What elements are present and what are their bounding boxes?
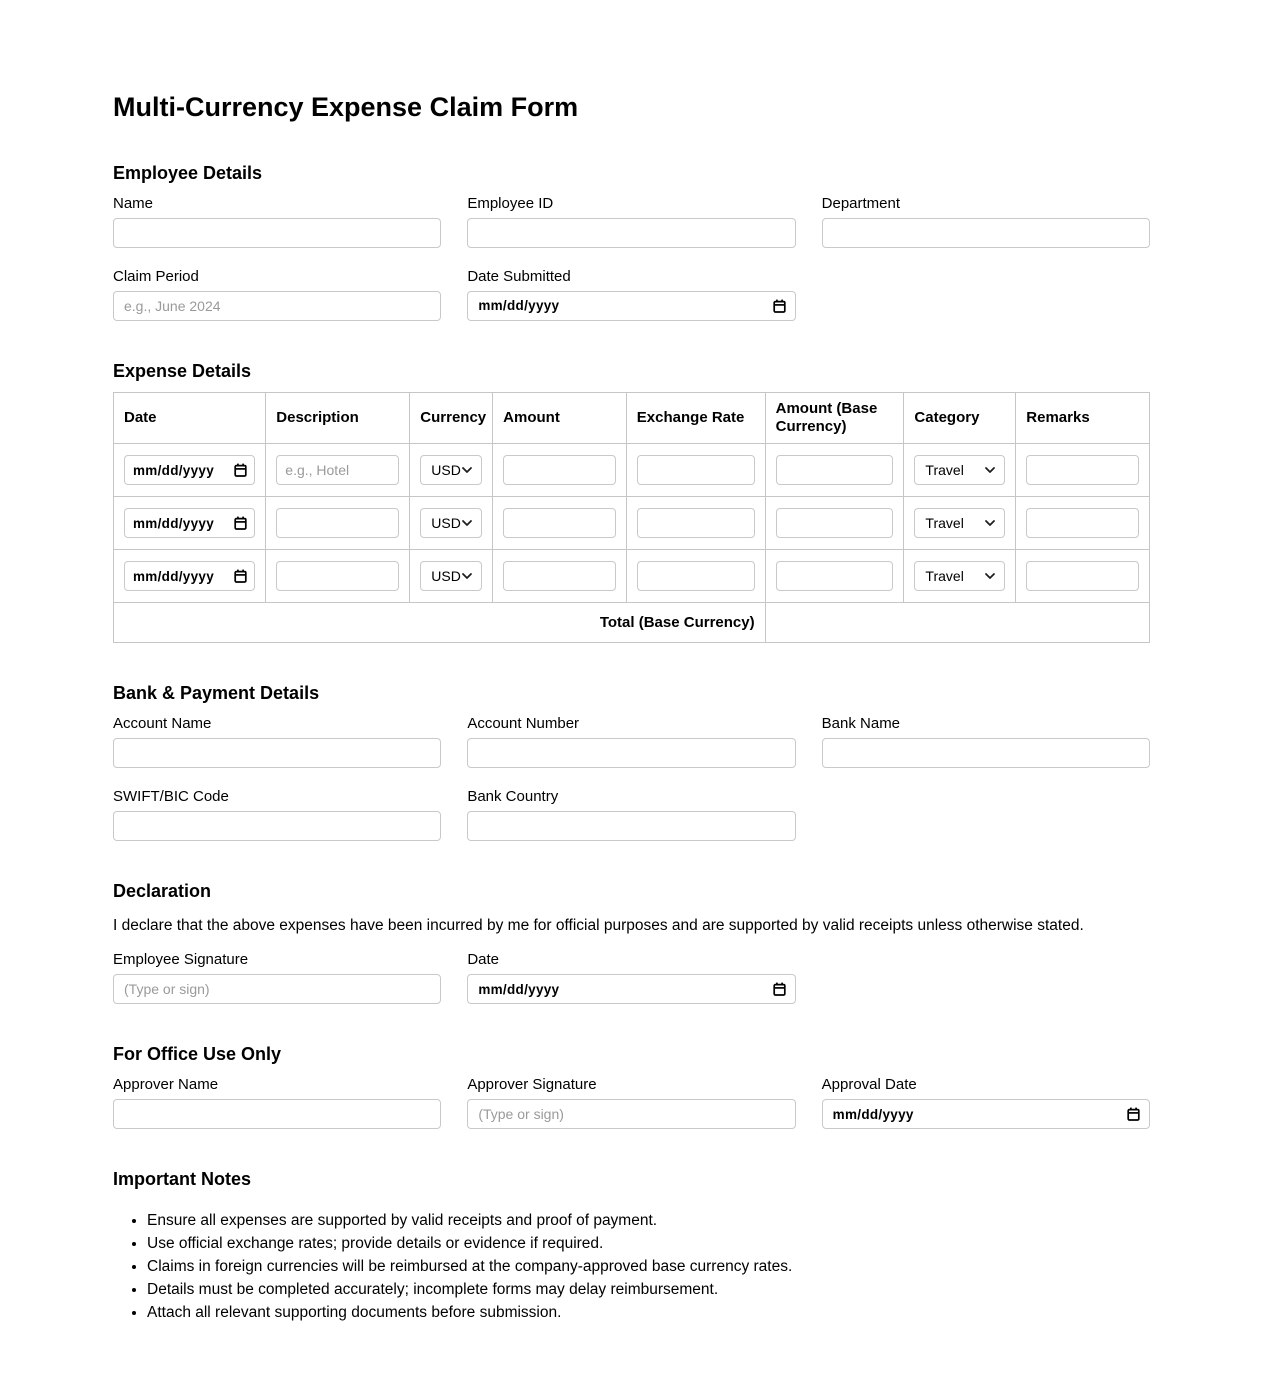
calendar-icon[interactable] bbox=[1127, 1107, 1140, 1121]
bank-country-label: Bank Country bbox=[467, 787, 559, 805]
col-header-currency: Currency bbox=[410, 393, 493, 444]
col-header-description: Description bbox=[266, 393, 410, 444]
field-approver-signature bbox=[467, 1076, 795, 1129]
field-declaration-date bbox=[467, 951, 795, 1004]
total-base-currency-value bbox=[765, 603, 1149, 643]
col-header-remarks: Remarks bbox=[1016, 393, 1150, 444]
expense-description-input-1[interactable] bbox=[276, 455, 399, 485]
declaration-heading: Declaration bbox=[113, 880, 212, 901]
expense-details-heading: Expense Details bbox=[113, 360, 252, 381]
expense-remarks-input-3[interactable] bbox=[1026, 561, 1139, 591]
expense-amount-base-input-2[interactable] bbox=[776, 508, 894, 538]
expense-category-select-3[interactable] bbox=[914, 561, 1005, 591]
expense-exchange-rate-input-1[interactable] bbox=[637, 455, 755, 485]
expense-row-3 bbox=[114, 550, 1150, 603]
expense-currency-select-2[interactable] bbox=[420, 508, 482, 538]
expense-table-header-row bbox=[114, 393, 1150, 444]
field-account-number bbox=[467, 715, 795, 768]
col-header-category: Category bbox=[904, 393, 1016, 444]
date-submitted-input[interactable] bbox=[467, 291, 795, 321]
account-name-input[interactable] bbox=[113, 738, 441, 768]
field-swift-bic bbox=[113, 788, 441, 841]
field-employee-signature bbox=[113, 951, 441, 1004]
field-date-submitted bbox=[467, 268, 795, 321]
page-title: Multi-Currency Expense Claim Form bbox=[113, 92, 579, 122]
chevron-down-icon bbox=[985, 467, 995, 473]
expense-description-input-2[interactable] bbox=[276, 508, 399, 538]
declaration-date-input[interactable] bbox=[467, 974, 795, 1004]
field-approval-date bbox=[822, 1076, 1150, 1129]
currency-value: USD bbox=[431, 568, 461, 585]
approver-signature-input[interactable] bbox=[467, 1099, 795, 1129]
note-item: • Details must be completed accurately; incomplete forms may delay reimbursement. bbox=[147, 1278, 1150, 1301]
expense-total-row bbox=[114, 603, 1150, 643]
declaration-grid bbox=[113, 951, 1150, 1004]
expense-currency-select-3[interactable] bbox=[420, 561, 482, 591]
section-bank-details bbox=[113, 683, 1150, 841]
col-header-amount: Amount bbox=[493, 393, 627, 444]
account-number-input[interactable] bbox=[467, 738, 795, 768]
expense-category-select-2[interactable] bbox=[914, 508, 1005, 538]
expense-remarks-input-1[interactable] bbox=[1026, 455, 1139, 485]
field-bank-name bbox=[822, 715, 1150, 768]
declaration-text: I declare that the above expenses have been incurred by me for official purposes and are supported by valid receipts unless otherwise stated. bbox=[113, 917, 1084, 935]
employee-details-grid bbox=[113, 195, 1150, 321]
chevron-down-icon bbox=[462, 467, 472, 473]
calendar-icon[interactable] bbox=[773, 982, 786, 996]
col-header-amount-base: Amount (Base Currency) bbox=[765, 393, 904, 444]
expense-amount-base-input-1[interactable] bbox=[776, 455, 894, 485]
date-value: mm/dd/yyyy bbox=[133, 515, 215, 531]
account-name-label: Account Name bbox=[113, 714, 212, 732]
claim-period-input[interactable] bbox=[113, 291, 441, 321]
field-account-name bbox=[113, 715, 441, 768]
expense-description-input-3[interactable] bbox=[276, 561, 399, 591]
expense-amount-base-input-3[interactable] bbox=[776, 561, 894, 591]
important-notes-heading: Important Notes bbox=[113, 1169, 252, 1190]
field-department bbox=[822, 195, 1150, 248]
expense-exchange-rate-input-2[interactable] bbox=[637, 508, 755, 538]
declaration-date-label: Date bbox=[467, 951, 500, 969]
note-item: • Claims in foreign currencies will be reimbursed at the company-approved base currency rates. bbox=[147, 1255, 1150, 1278]
section-expense-details bbox=[113, 361, 1150, 644]
currency-value: USD bbox=[431, 515, 461, 532]
section-declaration bbox=[113, 881, 1150, 1005]
expense-remarks-input-2[interactable] bbox=[1026, 508, 1139, 538]
expense-exchange-rate-input-3[interactable] bbox=[637, 561, 755, 591]
calendar-icon[interactable] bbox=[234, 569, 247, 583]
name-input[interactable] bbox=[113, 218, 441, 248]
expense-amount-input-3[interactable] bbox=[503, 561, 616, 591]
employee-id-input[interactable] bbox=[467, 218, 795, 248]
date-value: mm/dd/yyyy bbox=[832, 1106, 914, 1122]
important-notes-list bbox=[113, 1209, 1150, 1324]
approver-signature-label: Approver Signature bbox=[467, 1076, 597, 1094]
calendar-icon[interactable] bbox=[234, 463, 247, 477]
expense-amount-input-1[interactable] bbox=[503, 455, 616, 485]
date-value: mm/dd/yyyy bbox=[133, 462, 215, 478]
field-name bbox=[113, 195, 441, 248]
name-label: Name bbox=[113, 194, 154, 212]
date-value: mm/dd/yyyy bbox=[478, 981, 560, 997]
bank-details-heading: Bank & Payment Details bbox=[113, 683, 320, 704]
expense-row-2 bbox=[114, 497, 1150, 550]
expense-date-input-2[interactable] bbox=[124, 508, 255, 538]
bank-name-input[interactable] bbox=[822, 738, 1150, 768]
chevron-down-icon bbox=[985, 520, 995, 526]
swift-bic-input[interactable] bbox=[113, 811, 441, 841]
section-employee-details bbox=[113, 163, 1150, 321]
employee-signature-input[interactable] bbox=[113, 974, 441, 1004]
approver-name-input[interactable] bbox=[113, 1099, 441, 1129]
category-value: Travel bbox=[925, 462, 964, 479]
expense-currency-select-1[interactable] bbox=[420, 455, 482, 485]
expense-row-1 bbox=[114, 444, 1150, 497]
chevron-down-icon bbox=[985, 573, 995, 579]
department-input[interactable] bbox=[822, 218, 1150, 248]
approver-name-label: Approver Name bbox=[113, 1076, 219, 1094]
currency-value: USD bbox=[431, 462, 461, 479]
employee-signature-label: Employee Signature bbox=[113, 951, 249, 969]
calendar-icon[interactable] bbox=[234, 516, 247, 530]
department-label: Department bbox=[821, 194, 901, 212]
expense-claim-form bbox=[113, 0, 1150, 1324]
employee-details-heading: Employee Details bbox=[113, 163, 263, 184]
field-employee-id bbox=[467, 195, 795, 248]
expense-date-input-3[interactable] bbox=[124, 561, 255, 591]
field-bank-country bbox=[467, 788, 795, 841]
expense-table bbox=[113, 392, 1150, 643]
office-use-grid bbox=[113, 1076, 1150, 1129]
section-important-notes bbox=[113, 1169, 1150, 1324]
section-office-use bbox=[113, 1044, 1150, 1129]
category-value: Travel bbox=[925, 568, 964, 585]
category-value: Travel bbox=[925, 515, 964, 532]
col-header-exchange-rate: Exchange Rate bbox=[626, 393, 765, 444]
swift-bic-label: SWIFT/BIC Code bbox=[113, 787, 229, 805]
approval-date-label: Approval Date bbox=[821, 1076, 917, 1094]
chevron-down-icon bbox=[462, 573, 472, 579]
expense-date-input-1[interactable] bbox=[124, 455, 255, 485]
total-base-currency-label: Total (Base Currency) bbox=[114, 603, 766, 643]
col-header-date: Date bbox=[114, 393, 266, 444]
expense-category-select-1[interactable] bbox=[914, 455, 1005, 485]
expense-amount-input-2[interactable] bbox=[503, 508, 616, 538]
date-value: mm/dd/yyyy bbox=[133, 568, 215, 584]
note-item: • Ensure all expenses are supported by valid receipts and proof of payment. bbox=[147, 1209, 1150, 1232]
chevron-down-icon bbox=[462, 520, 472, 526]
claim-period-label: Claim Period bbox=[113, 267, 199, 285]
employee-id-label: Employee ID bbox=[467, 194, 554, 212]
note-item: • Attach all relevant supporting documents before submission. bbox=[147, 1301, 1150, 1324]
field-claim-period bbox=[113, 268, 441, 321]
bank-name-label: Bank Name bbox=[821, 714, 901, 732]
date-submitted-label: Date Submitted bbox=[467, 267, 571, 285]
bank-details-grid bbox=[113, 715, 1150, 841]
account-number-label: Account Number bbox=[467, 714, 580, 732]
field-approver-name bbox=[113, 1076, 441, 1129]
date-value: mm/dd/yyyy bbox=[478, 298, 560, 314]
office-use-heading: For Office Use Only bbox=[113, 1044, 282, 1065]
bank-country-input[interactable] bbox=[467, 811, 795, 841]
note-item: • Use official exchange rates; provide details or evidence if required. bbox=[147, 1232, 1150, 1255]
approval-date-input[interactable] bbox=[822, 1099, 1150, 1129]
calendar-icon[interactable] bbox=[773, 299, 786, 313]
